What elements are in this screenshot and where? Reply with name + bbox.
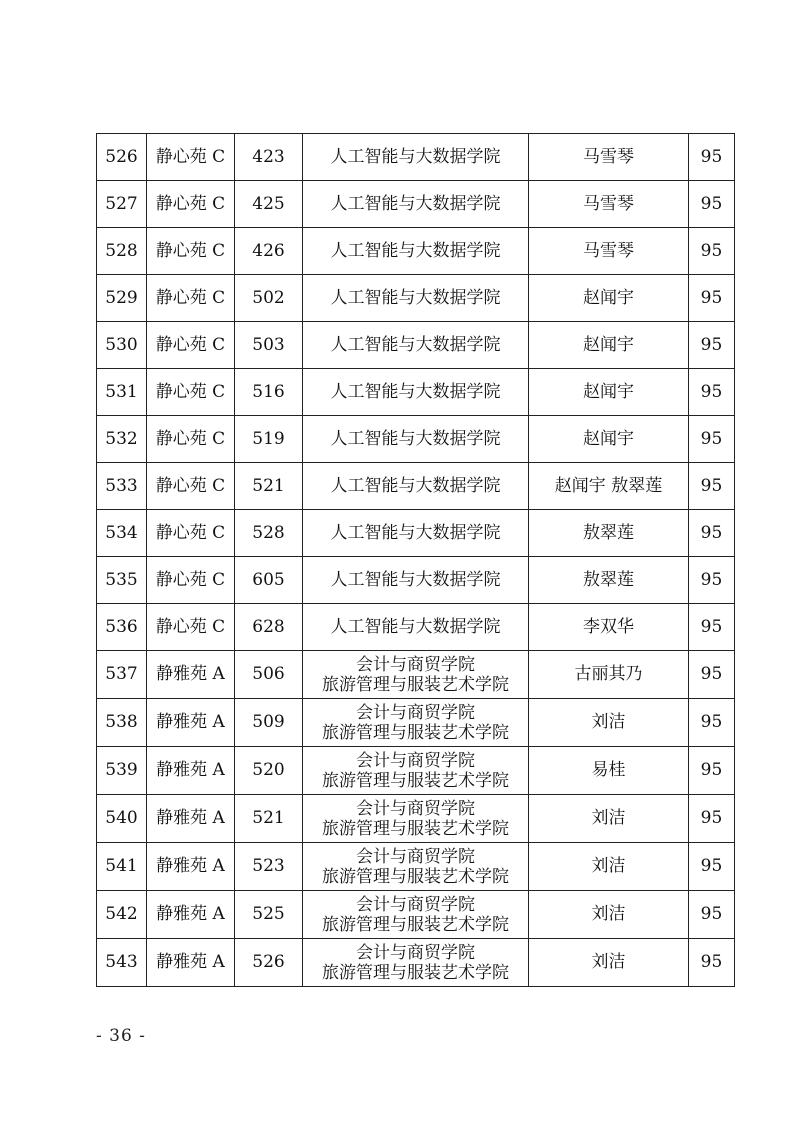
score-cell: 95 <box>689 557 735 604</box>
table-row <box>97 557 735 604</box>
row-number-cell: 537 <box>97 651 147 699</box>
table-row <box>97 651 735 699</box>
score-cell: 95 <box>689 891 735 939</box>
building-cell: 静雅苑 A <box>147 939 235 987</box>
building-cell: 静心苑 C <box>147 275 235 322</box>
responsible-person-cell: 敖翠莲 <box>529 510 689 557</box>
college-name: 会计与商贸学院 <box>356 798 475 819</box>
college-cell <box>303 322 529 369</box>
responsible-person-cell: 马雪琴 <box>529 181 689 228</box>
building-cell: 静心苑 C <box>147 322 235 369</box>
table-row <box>97 228 735 275</box>
table-row <box>97 604 735 651</box>
room-number-cell: 503 <box>235 322 303 369</box>
responsible-person-cell: 赵闻宇 <box>529 416 689 463</box>
table-row <box>97 416 735 463</box>
college-cell <box>303 843 529 891</box>
score-cell: 95 <box>689 369 735 416</box>
building-cell: 静心苑 C <box>147 134 235 181</box>
building-cell: 静雅苑 A <box>147 843 235 891</box>
building-cell: 静心苑 C <box>147 369 235 416</box>
college-name: 旅游管理与服装艺术学院 <box>322 818 509 839</box>
dormitory-inspection-table <box>96 133 735 987</box>
score-cell: 95 <box>689 843 735 891</box>
responsible-person-cell: 敖翠莲 <box>529 557 689 604</box>
building-cell: 静心苑 C <box>147 604 235 651</box>
college-cell <box>303 275 529 322</box>
college-name: 人工智能与大数据学院 <box>330 194 501 214</box>
score-cell: 95 <box>689 795 735 843</box>
building-cell: 静雅苑 A <box>147 651 235 699</box>
responsible-person-cell: 古丽其乃 <box>529 651 689 699</box>
college-name: 旅游管理与服装艺术学院 <box>322 962 509 983</box>
college-cell <box>303 369 529 416</box>
room-number-cell: 628 <box>235 604 303 651</box>
row-number-cell: 536 <box>97 604 147 651</box>
room-number-cell: 525 <box>235 891 303 939</box>
college-cell <box>303 939 529 987</box>
responsible-person-cell: 赵闻宇 <box>529 322 689 369</box>
college-name: 人工智能与大数据学院 <box>330 570 501 590</box>
page-number: - 36 - <box>96 1026 146 1046</box>
row-number-cell: 528 <box>97 228 147 275</box>
table-row <box>97 699 735 747</box>
row-number-cell: 538 <box>97 699 147 747</box>
score-cell: 95 <box>689 651 735 699</box>
college-name: 会计与商贸学院 <box>356 702 475 723</box>
college-cell <box>303 557 529 604</box>
score-cell: 95 <box>689 181 735 228</box>
score-cell: 95 <box>689 322 735 369</box>
score-cell: 95 <box>689 275 735 322</box>
row-number-cell: 531 <box>97 369 147 416</box>
responsible-person-cell: 李双华 <box>529 604 689 651</box>
responsible-person-cell: 刘洁 <box>529 795 689 843</box>
room-number-cell: 502 <box>235 275 303 322</box>
row-number-cell: 534 <box>97 510 147 557</box>
college-name: 会计与商贸学院 <box>356 654 475 675</box>
score-cell: 95 <box>689 134 735 181</box>
table-row <box>97 322 735 369</box>
building-cell: 静心苑 C <box>147 181 235 228</box>
college-cell <box>303 228 529 275</box>
college-name: 人工智能与大数据学院 <box>330 288 501 308</box>
college-name: 旅游管理与服装艺术学院 <box>322 866 509 887</box>
college-name: 人工智能与大数据学院 <box>330 382 501 402</box>
room-number-cell: 605 <box>235 557 303 604</box>
table-row <box>97 369 735 416</box>
room-number-cell: 521 <box>235 463 303 510</box>
building-cell: 静心苑 C <box>147 228 235 275</box>
table-row <box>97 181 735 228</box>
room-number-cell: 506 <box>235 651 303 699</box>
building-cell: 静雅苑 A <box>147 747 235 795</box>
responsible-person-cell: 马雪琴 <box>529 134 689 181</box>
table-row <box>97 891 735 939</box>
college-name: 旅游管理与服装艺术学院 <box>322 722 509 743</box>
college-cell <box>303 604 529 651</box>
room-number-cell: 528 <box>235 510 303 557</box>
table-row <box>97 843 735 891</box>
responsible-person-cell: 易桂 <box>529 747 689 795</box>
row-number-cell: 540 <box>97 795 147 843</box>
building-cell: 静雅苑 A <box>147 891 235 939</box>
college-cell <box>303 181 529 228</box>
college-name: 会计与商贸学院 <box>356 942 475 963</box>
room-number-cell: 426 <box>235 228 303 275</box>
table-row <box>97 275 735 322</box>
table-row <box>97 134 735 181</box>
college-name: 人工智能与大数据学院 <box>330 241 501 261</box>
responsible-person-cell: 赵闻宇 敖翠莲 <box>529 463 689 510</box>
table-body <box>97 134 735 987</box>
score-cell: 95 <box>689 939 735 987</box>
college-name: 人工智能与大数据学院 <box>330 523 501 543</box>
college-name: 人工智能与大数据学院 <box>330 617 501 637</box>
table-row <box>97 463 735 510</box>
room-number-cell: 523 <box>235 843 303 891</box>
table-row <box>97 939 735 987</box>
building-cell: 静心苑 C <box>147 416 235 463</box>
room-number-cell: 526 <box>235 939 303 987</box>
responsible-person-cell: 刘洁 <box>529 843 689 891</box>
row-number-cell: 529 <box>97 275 147 322</box>
building-cell: 静雅苑 A <box>147 795 235 843</box>
college-name: 人工智能与大数据学院 <box>330 429 501 449</box>
college-name: 人工智能与大数据学院 <box>330 335 501 355</box>
college-cell <box>303 463 529 510</box>
college-cell <box>303 651 529 699</box>
college-cell <box>303 747 529 795</box>
row-number-cell: 542 <box>97 891 147 939</box>
row-number-cell: 541 <box>97 843 147 891</box>
row-number-cell: 527 <box>97 181 147 228</box>
score-cell: 95 <box>689 416 735 463</box>
score-cell: 95 <box>689 510 735 557</box>
row-number-cell: 543 <box>97 939 147 987</box>
college-cell <box>303 795 529 843</box>
building-cell: 静心苑 C <box>147 557 235 604</box>
row-number-cell: 532 <box>97 416 147 463</box>
row-number-cell: 530 <box>97 322 147 369</box>
table-row <box>97 510 735 557</box>
score-cell: 95 <box>689 604 735 651</box>
score-cell: 95 <box>689 747 735 795</box>
row-number-cell: 535 <box>97 557 147 604</box>
college-cell <box>303 510 529 557</box>
score-cell: 95 <box>689 463 735 510</box>
room-number-cell: 509 <box>235 699 303 747</box>
table-row <box>97 747 735 795</box>
college-cell <box>303 134 529 181</box>
college-cell <box>303 891 529 939</box>
responsible-person-cell: 马雪琴 <box>529 228 689 275</box>
score-cell: 95 <box>689 228 735 275</box>
row-number-cell: 526 <box>97 134 147 181</box>
row-number-cell: 539 <box>97 747 147 795</box>
building-cell: 静心苑 C <box>147 510 235 557</box>
college-cell <box>303 699 529 747</box>
responsible-person-cell: 赵闻宇 <box>529 275 689 322</box>
score-cell: 95 <box>689 699 735 747</box>
row-number-cell: 533 <box>97 463 147 510</box>
responsible-person-cell: 刘洁 <box>529 939 689 987</box>
room-number-cell: 425 <box>235 181 303 228</box>
college-name: 人工智能与大数据学院 <box>330 476 501 496</box>
college-name: 会计与商贸学院 <box>356 846 475 867</box>
room-number-cell: 516 <box>235 369 303 416</box>
room-number-cell: 520 <box>235 747 303 795</box>
college-name: 旅游管理与服装艺术学院 <box>322 770 509 791</box>
college-cell <box>303 416 529 463</box>
table-row <box>97 795 735 843</box>
building-cell: 静雅苑 A <box>147 699 235 747</box>
responsible-person-cell: 刘洁 <box>529 891 689 939</box>
college-name: 会计与商贸学院 <box>356 750 475 771</box>
building-cell: 静心苑 C <box>147 463 235 510</box>
room-number-cell: 423 <box>235 134 303 181</box>
college-name: 人工智能与大数据学院 <box>330 147 501 167</box>
room-number-cell: 519 <box>235 416 303 463</box>
responsible-person-cell: 赵闻宇 <box>529 369 689 416</box>
responsible-person-cell: 刘洁 <box>529 699 689 747</box>
college-name: 会计与商贸学院 <box>356 894 475 915</box>
college-name: 旅游管理与服装艺术学院 <box>322 674 509 695</box>
college-name: 旅游管理与服装艺术学院 <box>322 914 509 935</box>
room-number-cell: 521 <box>235 795 303 843</box>
